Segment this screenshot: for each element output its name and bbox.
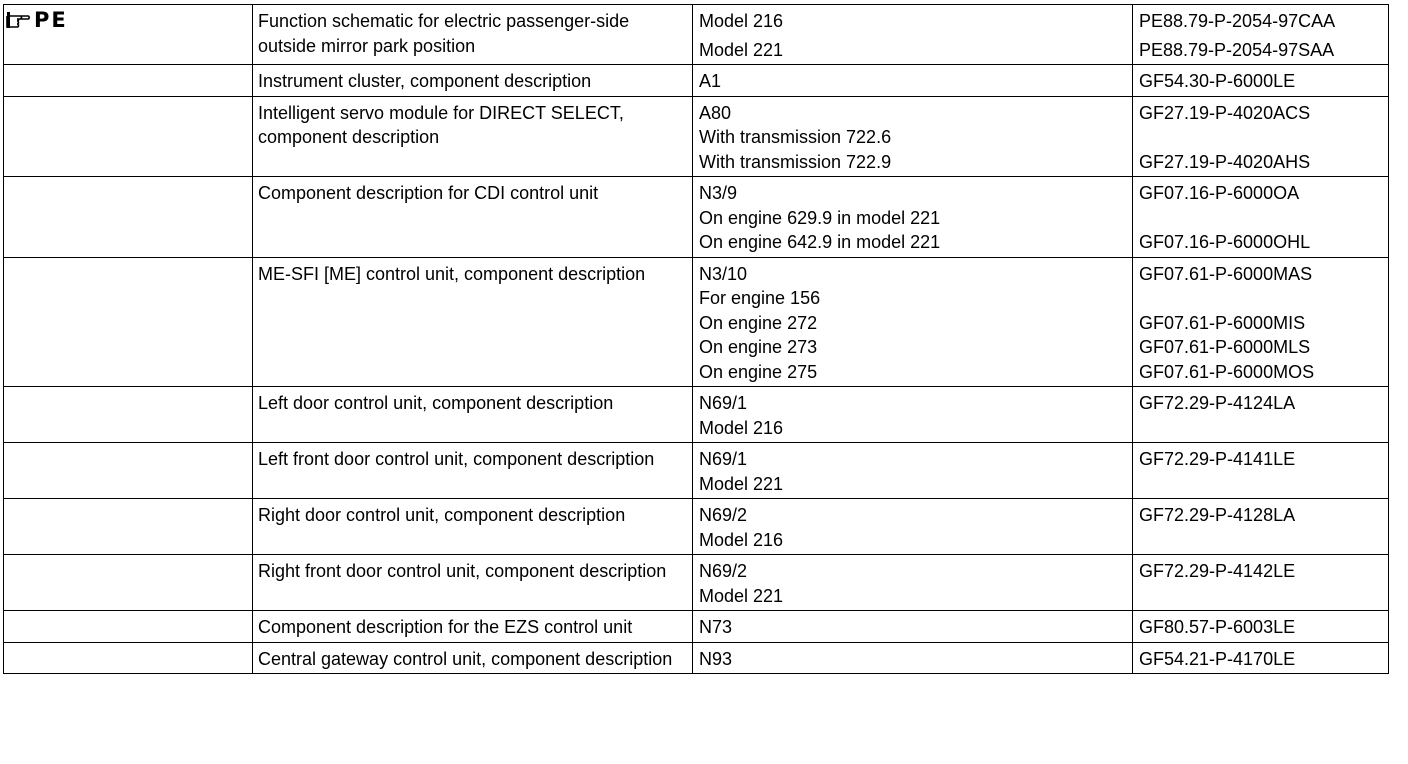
document-lines [1133,611,1388,642]
component-line [693,262,1132,287]
description-text: Component description for CDI control unit [258,183,599,203]
document-line [1133,38,1388,63]
description-text: Central gateway control unit, component description [258,648,673,669]
component-line [693,416,1132,441]
table-row-11 [4,642,1389,674]
document-number: PE88.79-P-2054-97SAA [1139,39,1335,60]
component-cell [693,443,1133,499]
component-line [693,38,1132,63]
component-label: Model 216 [699,417,784,438]
component-line [693,472,1132,497]
description-text: Left front door control unit, component description [258,449,655,469]
document-line [1133,150,1388,175]
component-line [693,559,1132,584]
document-lines [1133,97,1388,177]
component-lines [693,555,1132,610]
document-lines [1133,643,1388,674]
component-label: Model 221 [699,585,784,606]
document-lines [1133,258,1388,387]
description-text: Left door control unit, component description [258,393,614,413]
marker-cell [4,387,253,443]
description-text: Instrument cluster, component description [258,71,592,91]
table-row-3 [4,96,1389,177]
document-cell [1133,443,1389,499]
document-line [1133,206,1388,231]
document-number: GF72.29-P-4128LA [1139,505,1296,525]
document-cell [1133,5,1389,65]
component-cell [693,257,1133,387]
document-line [1133,311,1388,336]
document-number: GF27.19-P-4020AHS [1139,151,1311,172]
component-line [693,311,1132,336]
document-line [1133,101,1388,126]
document-number: GF80.57-P-6003LE [1139,617,1296,637]
component-cell [693,387,1133,443]
document-line [1133,615,1388,640]
document-cell [1133,65,1389,97]
component-cell [693,611,1133,643]
document-cell [1133,499,1389,555]
component-line [693,360,1132,385]
document-line [1133,647,1388,672]
component-line [693,150,1132,175]
pointing-hand-icon [6,10,30,30]
marker-cell [4,65,253,97]
description-cell [253,499,693,555]
component-label: N69/2 [699,561,748,581]
component-label: On engine 629.9 in model 221 [699,207,941,228]
component-label: On engine 642.9 in model 221 [699,232,941,252]
document-cell [1133,257,1389,387]
component-cell [693,65,1133,97]
document-line [1133,360,1388,385]
document-cell [1133,555,1389,611]
component-line [693,503,1132,528]
document-line [1133,559,1388,584]
document-line [1133,503,1388,528]
marker-cell [4,257,253,387]
table-row-1 [4,5,1389,65]
component-label: A1 [699,71,722,91]
table-row-10 [4,611,1389,643]
document-number: PE88.79-P-2054-97CAA [1139,11,1336,31]
document-number: GF72.29-P-4141LE [1139,449,1296,469]
component-line [693,9,1132,34]
component-cell [693,5,1133,65]
component-cell [693,499,1133,555]
document-line [1133,335,1388,360]
component-lines [693,643,1132,674]
description-cell [253,555,693,611]
document-number: GF07.61-P-6000MAS [1139,263,1313,284]
document-line [1133,9,1388,34]
description-cell [253,611,693,643]
document-line [1133,584,1388,609]
component-line [693,69,1132,94]
component-label: With transmission 722.6 [699,127,892,147]
marker-cell [4,555,253,611]
description-cell [253,642,693,674]
pe-marker [4,5,252,32]
component-label: On engine 272 [699,312,818,333]
description-cell [253,96,693,177]
description-text: ME-SFI [ME] control unit, component description [258,263,646,284]
marker-cell [4,5,253,65]
component-label: With transmission 722.9 [699,151,892,172]
description-cell [253,177,693,258]
component-cell [693,642,1133,674]
document-number: GF07.61-P-6000MLS [1139,337,1311,357]
marker-cell [4,177,253,258]
document-cell [1133,387,1389,443]
document-number: GF54.30-P-6000LE [1139,71,1296,91]
reference-table [3,4,1389,674]
component-line [693,647,1132,672]
pe-marker-label: PE [34,8,68,32]
component-label: A80 [699,102,732,123]
marker-cell [4,611,253,643]
component-lines [693,97,1132,177]
component-line [693,125,1132,150]
component-line [693,181,1132,206]
component-cell [693,96,1133,177]
component-lines [693,499,1132,554]
component-line [693,528,1132,553]
component-label: Model 216 [699,529,784,550]
component-label: N93 [699,648,733,669]
table-row-5 [4,257,1389,387]
document-cell [1133,611,1389,643]
document-line [1133,69,1388,94]
component-line [693,615,1132,640]
component-label: N69/2 [699,505,748,525]
description-text: Right front door control unit, component description [258,561,667,581]
table-row-7 [4,443,1389,499]
component-line [693,391,1132,416]
document-number: GF07.16-P-6000OA [1139,183,1300,203]
component-lines [693,65,1132,96]
document-line [1133,262,1388,287]
description-text: Function schematic for electric passenger-side outside mirror park position [258,11,630,56]
component-label: N3/9 [699,183,738,203]
component-lines [693,5,1132,64]
component-line [693,101,1132,126]
document-line [1133,181,1388,206]
document-lines [1133,443,1388,498]
document-line [1133,447,1388,472]
document-number: GF07.61-P-6000MOS [1139,361,1315,382]
document-lines [1133,387,1388,442]
document-line [1133,528,1388,553]
description-cell [253,65,693,97]
description-cell [253,443,693,499]
component-label: On engine 275 [699,361,818,382]
component-lines [693,387,1132,442]
table-row-2 [4,65,1389,97]
document-lines [1133,65,1388,96]
document-line [1133,125,1388,150]
document-number: GF72.29-P-4142LE [1139,561,1296,581]
document-line [1133,230,1388,255]
component-label: N3/10 [699,263,748,284]
component-label: N69/1 [699,449,748,469]
marker-cell [4,96,253,177]
component-line [693,286,1132,311]
description-cell [253,5,693,65]
component-label: Model 221 [699,39,784,60]
document-lines [1133,5,1388,64]
document-lines [1133,555,1388,610]
document-cell [1133,642,1389,674]
component-line [693,230,1132,255]
document-cell [1133,177,1389,258]
component-cell [693,555,1133,611]
component-lines [693,611,1132,642]
document-cell [1133,96,1389,177]
description-text: Intelligent servo module for DIRECT SELECT, component description [258,102,624,147]
reference-table-body [4,5,1389,674]
component-cell [693,177,1133,258]
marker-cell [4,443,253,499]
description-text: Right door control unit, component description [258,505,626,525]
table-row-9 [4,555,1389,611]
document-number: GF72.29-P-4124LA [1139,393,1296,413]
document-lines [1133,499,1388,554]
description-text: Component description for the EZS control unit [258,617,633,637]
document-number: GF07.16-P-6000OHL [1139,232,1311,252]
component-line [693,447,1132,472]
component-label: On engine 273 [699,337,818,357]
marker-cell [4,642,253,674]
description-cell [253,387,693,443]
component-label: N69/1 [699,393,748,413]
document-line [1133,391,1388,416]
document-line [1133,416,1388,441]
table-row-8 [4,499,1389,555]
table-row-4 [4,177,1389,258]
description-cell [253,257,693,387]
component-label: For engine 156 [699,288,821,308]
document-lines [1133,177,1388,257]
document-number: GF54.21-P-4170LE [1139,648,1296,669]
component-label: N73 [699,617,733,637]
document-line [1133,286,1388,311]
document-line [1133,472,1388,497]
component-line [693,584,1132,609]
component-label: Model 221 [699,473,784,494]
component-lines [693,443,1132,498]
document-number: GF27.19-P-4020ACS [1139,102,1311,123]
component-label: Model 216 [699,11,784,31]
table-row-6 [4,387,1389,443]
marker-cell [4,499,253,555]
component-line [693,206,1132,231]
component-line [693,335,1132,360]
component-lines [693,258,1132,387]
component-lines [693,177,1132,257]
document-number: GF07.61-P-6000MIS [1139,312,1306,333]
